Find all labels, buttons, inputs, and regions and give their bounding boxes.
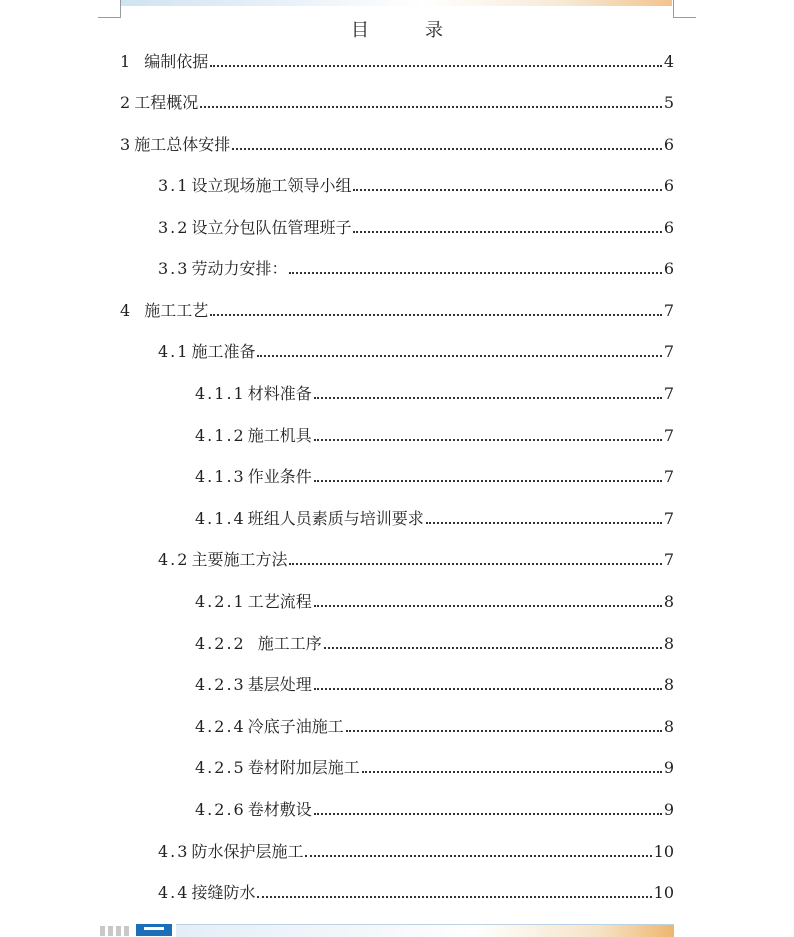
toc-entry-title: 卷材敷设 xyxy=(247,800,312,819)
toc-entry-number: 3 xyxy=(120,135,133,154)
toc-entry[interactable] xyxy=(158,258,674,280)
toc-entry-page: 7 xyxy=(663,550,674,569)
toc-entry[interactable] xyxy=(195,425,674,447)
toc-entry[interactable] xyxy=(158,549,674,571)
toc-entry-number: 1 xyxy=(120,52,133,71)
toc-entry-page: 5 xyxy=(663,93,674,112)
toc-title-left: 目 xyxy=(351,20,369,41)
toc-entry[interactable] xyxy=(195,633,674,655)
toc-leader-dots xyxy=(210,65,662,67)
toc-leader-dots xyxy=(200,106,662,108)
toc-title-right: 录 xyxy=(425,20,443,41)
footer-decoration xyxy=(100,922,674,936)
toc-entry-page: 7 xyxy=(663,509,674,528)
toc-entry-number: 3.3 xyxy=(158,259,190,278)
toc-entry-number: 4.2.5 xyxy=(195,758,246,777)
toc-entry[interactable] xyxy=(120,300,674,322)
toc-entry-title: 主要施工方法 xyxy=(191,550,288,569)
toc-entry-page: 6 xyxy=(663,259,674,278)
toc-entry-title: 班组人员素质与培训要求 xyxy=(247,509,424,528)
toc-entry[interactable] xyxy=(195,674,674,696)
toc-entry-page: 4 xyxy=(663,52,674,71)
toc-entry-number: 4.1.4 xyxy=(195,509,246,528)
toc-entry-title: 设立分包队伍管理班子 xyxy=(191,218,352,237)
footer-pattern xyxy=(100,926,132,936)
toc-entry-number: 4.1.1 xyxy=(195,384,246,403)
toc-entry[interactable] xyxy=(195,799,674,821)
toc-entry-title: 卷材附加层施工 xyxy=(247,758,360,777)
toc-leader-dots xyxy=(353,231,661,233)
toc-entry-page: 10 xyxy=(653,883,674,902)
toc-entry-number: 3.2 xyxy=(158,218,190,237)
toc-entry-number: 4.2.6 xyxy=(195,800,246,819)
toc-entry-title: 设立现场施工领导小组 xyxy=(191,176,352,195)
footer-band xyxy=(176,924,674,937)
toc-entry-page: 6 xyxy=(663,176,674,195)
toc-entry-number: 4.1.3 xyxy=(195,467,246,486)
toc-leader-dots xyxy=(426,522,662,524)
toc-entry-title: 施工准备 xyxy=(191,342,256,361)
toc-leader-dots xyxy=(324,647,662,649)
toc-entry-page: 8 xyxy=(663,675,674,694)
toc-entry-page: 6 xyxy=(663,135,674,154)
toc-entry-number: 4.2.4 xyxy=(195,717,246,736)
header-decoration-strip xyxy=(120,0,672,6)
toc-leader-dots xyxy=(314,439,662,441)
toc-entry-page: 7 xyxy=(663,301,674,320)
toc-entry[interactable] xyxy=(195,591,674,613)
toc-entry-number: 4.2.1 xyxy=(195,592,246,611)
toc-leader-dots xyxy=(305,855,651,857)
toc-entry-page: 7 xyxy=(663,467,674,486)
toc-entry-page: 8 xyxy=(663,717,674,736)
toc-entry-title: 防水保护层施工 xyxy=(191,842,304,861)
footer-logo xyxy=(136,924,172,936)
toc-entry-title: 工程概况 xyxy=(134,93,199,112)
toc-entry[interactable] xyxy=(195,383,674,405)
toc-entry-page: 8 xyxy=(663,634,674,653)
toc-title xyxy=(0,16,794,42)
toc-leader-dots xyxy=(257,355,661,357)
toc-entry[interactable] xyxy=(120,134,674,156)
toc-leader-dots xyxy=(210,314,662,316)
toc-leader-dots xyxy=(289,272,661,274)
toc-entry-page: 8 xyxy=(663,592,674,611)
toc-leader-dots xyxy=(289,563,661,565)
toc-entry[interactable] xyxy=(120,92,674,114)
toc-entry[interactable] xyxy=(195,716,674,738)
toc-entry[interactable] xyxy=(158,217,674,239)
toc-entry-number: 4.1.2 xyxy=(195,426,246,445)
toc-entry-number: 4.2 xyxy=(158,550,190,569)
toc-entry-number: 4.4 xyxy=(158,883,190,902)
toc-entry-number: 3.1 xyxy=(158,176,190,195)
toc-leader-dots xyxy=(353,189,661,191)
toc-entry[interactable] xyxy=(158,175,674,197)
toc-entry-title: 劳动力安排： xyxy=(191,259,288,278)
toc-entry-number: 4 xyxy=(120,301,133,320)
toc-entry-number: 2 xyxy=(120,93,133,112)
toc-entry-number: 4.3 xyxy=(158,842,190,861)
toc-entry-title: 基层处理 xyxy=(247,675,312,694)
toc-leader-dots xyxy=(314,480,662,482)
toc-leader-dots xyxy=(314,688,662,690)
toc-leader-dots xyxy=(362,771,662,773)
toc-entry[interactable] xyxy=(195,466,674,488)
toc-entry-page: 7 xyxy=(663,384,674,403)
toc-entry-page: 9 xyxy=(663,758,674,777)
toc-leader-dots xyxy=(314,605,662,607)
toc-entry-number: 4.2.3 xyxy=(195,675,246,694)
toc-leader-dots xyxy=(232,148,662,150)
toc-leader-dots xyxy=(314,397,662,399)
toc-entry-page: 7 xyxy=(663,342,674,361)
toc-entry[interactable] xyxy=(195,757,674,779)
toc-entry-title: 施工机具 xyxy=(247,426,312,445)
toc-entry[interactable] xyxy=(158,341,674,363)
toc-entry-page: 6 xyxy=(663,218,674,237)
toc-entry-title: 施工工序 xyxy=(257,634,322,653)
toc-entry[interactable] xyxy=(195,508,674,530)
toc-leader-dots xyxy=(346,730,662,732)
toc-entry-page: 10 xyxy=(653,842,674,861)
toc-leader-dots xyxy=(314,813,662,815)
toc-leader-dots xyxy=(257,896,651,898)
toc-entry-title: 材料准备 xyxy=(247,384,312,403)
toc-entry-page: 9 xyxy=(663,800,674,819)
toc-entry-title: 工艺流程 xyxy=(247,592,312,611)
toc-entry-title: 施工总体安排 xyxy=(134,135,231,154)
toc-entry[interactable] xyxy=(158,882,674,904)
toc-entry-number: 4.1 xyxy=(158,342,190,361)
toc-entry-title: 施工工艺 xyxy=(144,301,209,320)
toc-entry-number: 4.2.2 xyxy=(195,634,246,653)
toc-entry-title: 编制依据 xyxy=(144,52,209,71)
toc-entry-title: 接缝防水 xyxy=(191,883,256,902)
toc-entry[interactable] xyxy=(120,51,674,73)
toc-entry-title: 作业条件 xyxy=(247,467,312,486)
toc-entry[interactable] xyxy=(158,841,674,863)
toc-entry-title: 冷底子油施工 xyxy=(247,717,344,736)
toc-entry-page: 7 xyxy=(663,426,674,445)
